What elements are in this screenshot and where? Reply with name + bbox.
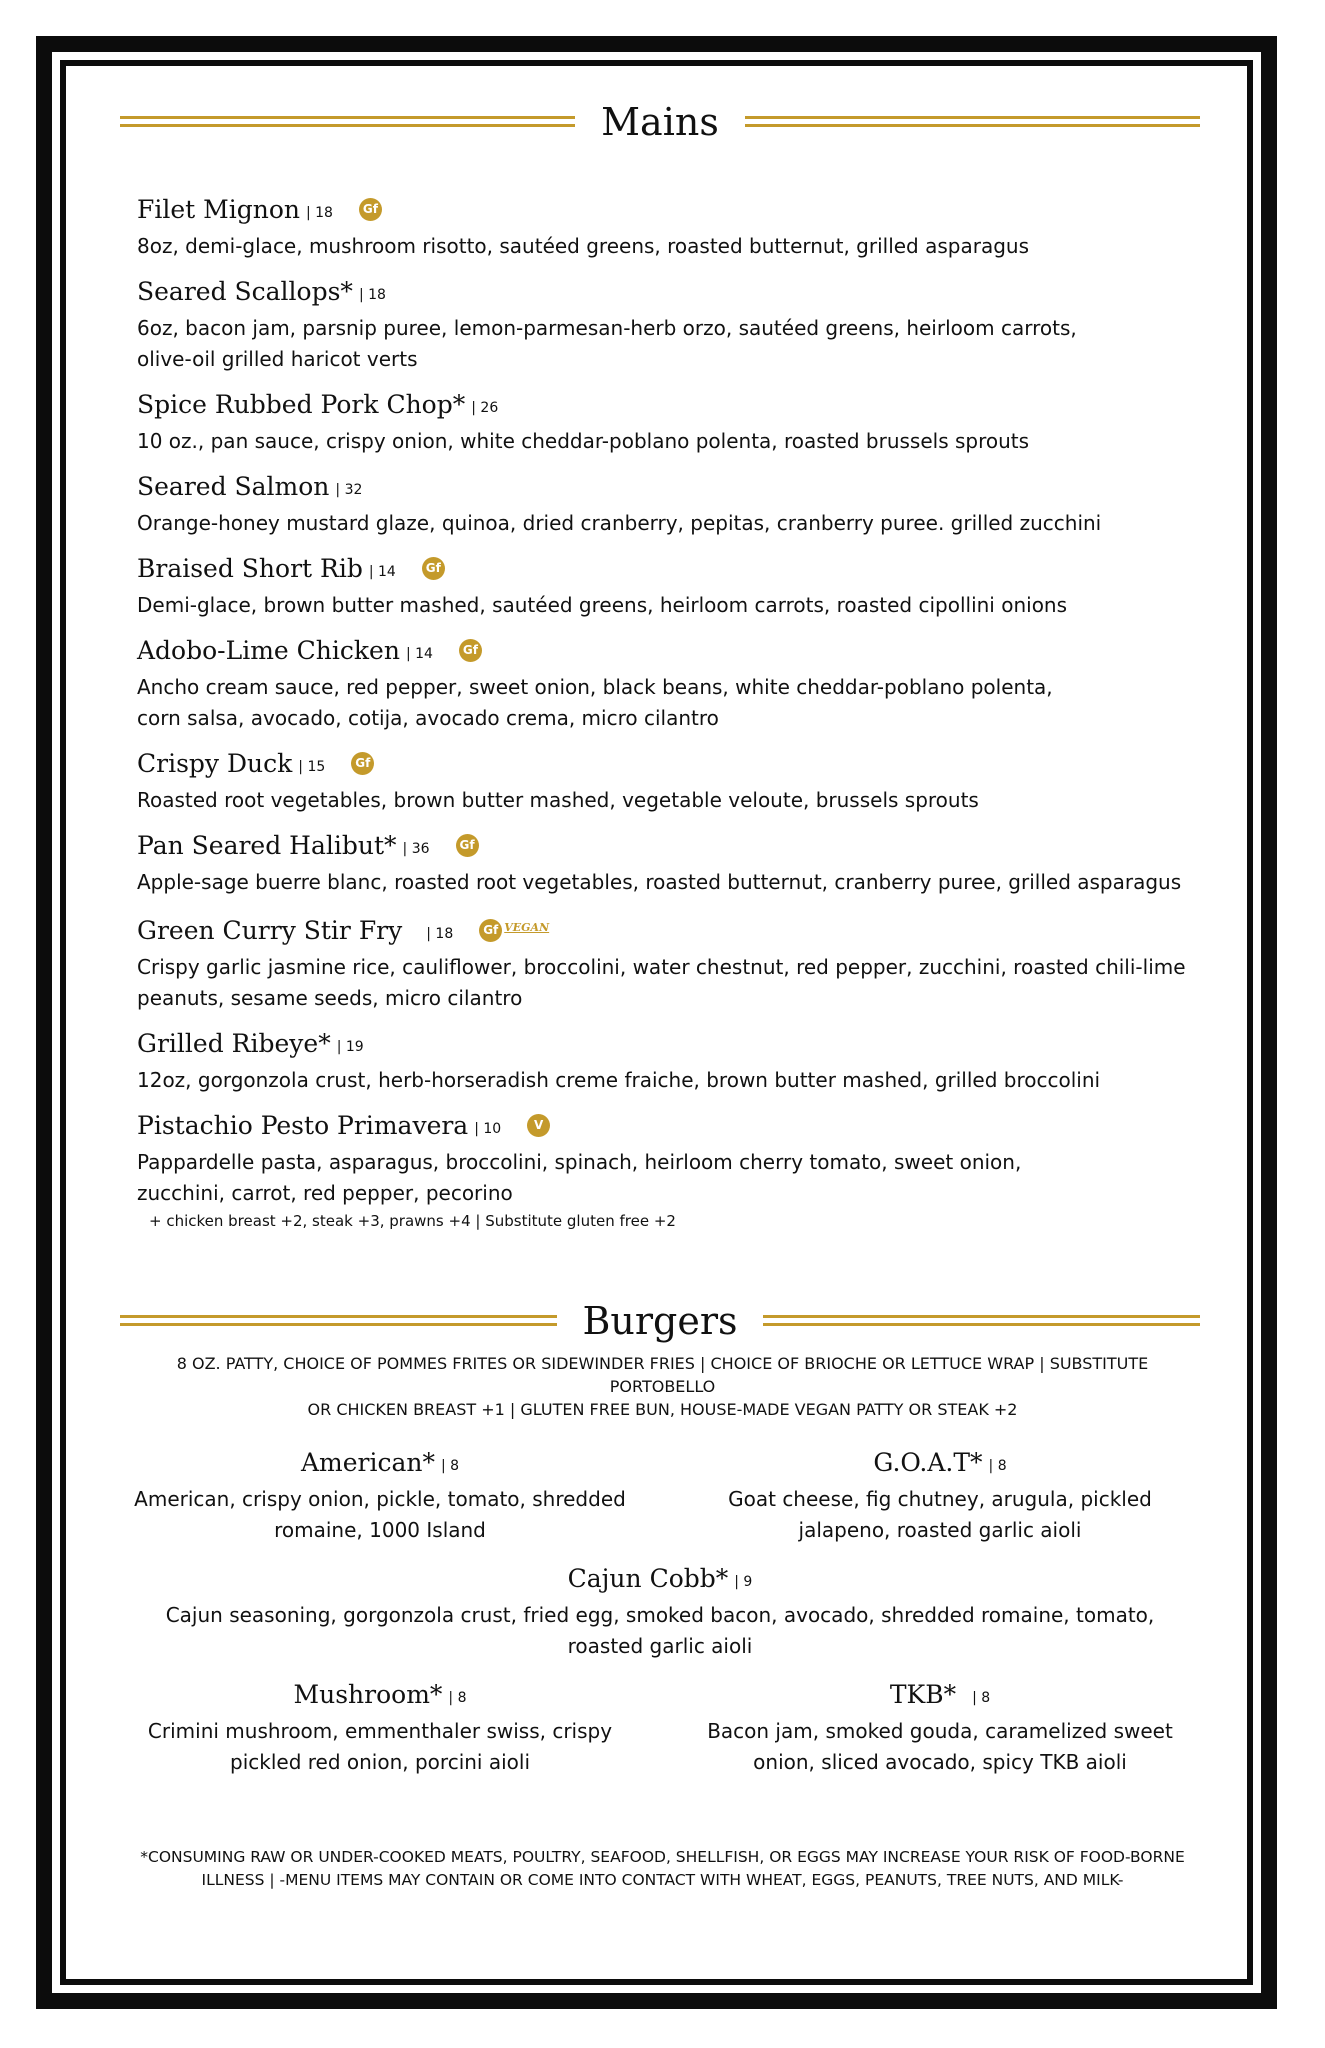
- item-name: American*: [300, 1448, 435, 1477]
- item-price: | 36: [402, 841, 430, 857]
- burger-item: [690, 1446, 1190, 1545]
- item-price: | 32: [335, 482, 363, 498]
- item-price: | 8: [448, 1690, 467, 1706]
- menu-item: [137, 1027, 1197, 1095]
- menu-item: [137, 470, 1197, 538]
- item-description: corn salsa, avocado, cotija, avocado crema, micro cilantro: [137, 706, 719, 730]
- item-add-ons: + chicken breast +2, steak +3, prawns +4 | Substitute gluten free +2: [149, 1212, 676, 1230]
- burgers-intro: [130, 1352, 1195, 1421]
- burgers-heading-block: [120, 1295, 1200, 1355]
- item-name: G.O.A.T*: [873, 1448, 983, 1477]
- disclaimer-line: *CONSUMING RAW OR UNDER-COOKED MEATS, POULTRY, SEAFOOD, SHELLFISH, OR EGGS MAY INCREASE YOUR RISK OF FOOD-BORNE: [140, 1848, 1185, 1866]
- gluten-free-icon: Gf: [359, 198, 382, 221]
- item-name: Seared Salmon: [137, 472, 330, 501]
- item-name: Seared Scallops*: [137, 277, 353, 306]
- burgers-intro-line: 8 OZ. PATTY, CHOICE OF POMMES FRITES OR SIDEWINDER FRIES | CHOICE OF BRIOCHE OR LETTUCE WRAP | SUBSTITUTE PORTOBELLO: [176, 1354, 1149, 1396]
- item-description: 6oz, bacon jam, parsnip puree, lemon-parmesan-herb orzo, sautéed greens, heirloom carrots,: [137, 316, 1077, 340]
- item-name: Pan Seared Halibut*: [137, 831, 397, 860]
- gluten-free-icon: Gf: [351, 752, 374, 775]
- item-description: American, crispy onion, pickle, tomato, shredded: [134, 1487, 626, 1511]
- item-name: Spice Rubbed Pork Chop*: [137, 390, 466, 419]
- item-description: onion, sliced avocado, spicy TKB aioli: [753, 1750, 1127, 1774]
- item-price: | 15: [298, 759, 326, 775]
- item-description: olive-oil grilled haricot verts: [137, 347, 418, 371]
- item-description: Crispy garlic jasmine rice, cauliflower, broccolini, water chestnut, red pepper, zucchini, roasted chili-lime: [137, 955, 1186, 979]
- allergy-disclaimer: [130, 1846, 1195, 1892]
- item-description: Pappardelle pasta, asparagus, broccolini, spinach, heirloom cherry tomato, sweet onion,: [137, 1150, 1022, 1174]
- item-description: Roasted root vegetables, brown butter mashed, vegetable veloute, brussels sprouts: [137, 788, 979, 812]
- item-price: | 9: [734, 1574, 753, 1590]
- item-description: Cajun seasoning, gorgonzola crust, fried egg, smoked bacon, avocado, shredded romaine, tomato,: [165, 1603, 1155, 1627]
- item-name: Mushroom*: [293, 1680, 443, 1709]
- item-name: TKB*: [889, 1680, 957, 1709]
- item-description: jalapeno, roasted garlic aioli: [798, 1518, 1082, 1542]
- item-description: romaine, 1000 Island: [274, 1518, 486, 1542]
- item-description: Demi-glace, brown butter mashed, sautéed greens, heirloom carrots, roasted cipollini onions: [137, 593, 1068, 617]
- menu-item: [137, 388, 1197, 456]
- item-price: | 18: [358, 287, 386, 303]
- menu-item: [137, 275, 1197, 374]
- burger-item: [120, 1446, 640, 1545]
- item-name: Braised Short Rib: [137, 554, 363, 583]
- item-description: zucchini, carrot, red pepper, pecorino: [137, 1181, 513, 1205]
- item-name: Green Curry Stir Fry: [137, 916, 403, 945]
- heading-rule-right: [745, 116, 1200, 128]
- item-price: | 19: [336, 1039, 364, 1055]
- item-description: Crimini mushroom, emmenthaler swiss, crispy: [147, 1719, 613, 1743]
- vegan-icon: VEGAN: [504, 921, 550, 934]
- item-description: Orange-honey mustard glaze, quinoa, dried cranberry, pepitas, cranberry puree. grilled zucchini: [137, 511, 1102, 535]
- menu-item: [137, 1109, 1197, 1232]
- item-description: Goat cheese, fig chutney, arugula, pickled: [728, 1487, 1152, 1511]
- item-price: | 18: [305, 205, 333, 221]
- item-name: Cajun Cobb*: [567, 1564, 729, 1593]
- menu-item: [137, 911, 1197, 1013]
- menu-item: [137, 747, 1197, 815]
- item-description: peanuts, sesame seeds, micro cilantro: [137, 986, 523, 1010]
- vegetarian-icon: V: [527, 1114, 550, 1137]
- item-price: | 18: [426, 926, 454, 942]
- mains-list: [137, 193, 1197, 1246]
- menu-item: [137, 552, 1197, 620]
- mains-heading-block: [120, 96, 1200, 156]
- burgers-heading: Burgers: [582, 1299, 738, 1343]
- gluten-free-icon: Gf: [459, 639, 482, 662]
- gluten-free-icon: Gf: [422, 557, 445, 580]
- item-name: Pistachio Pesto Primavera: [137, 1111, 469, 1140]
- item-description: roasted garlic aioli: [567, 1634, 753, 1658]
- item-name: Crispy Duck: [137, 749, 293, 778]
- item-price: | 10: [474, 1121, 502, 1137]
- item-name: Grilled Ribeye*: [137, 1029, 331, 1058]
- item-price: | 14: [405, 646, 433, 662]
- gluten-free-icon: Gf: [479, 919, 502, 942]
- menu-item: [137, 634, 1197, 733]
- heading-rule-right: [763, 1315, 1200, 1327]
- gluten-free-icon: Gf: [456, 834, 479, 857]
- item-description: Bacon jam, smoked gouda, caramelized sweet: [707, 1719, 1173, 1743]
- item-name: Adobo-Lime Chicken: [137, 636, 400, 665]
- item-description: 10 oz., pan sauce, crispy onion, white cheddar-poblano polenta, roasted brussels sprouts: [137, 429, 1030, 453]
- item-price: | 8: [972, 1690, 991, 1706]
- mains-heading: Mains: [601, 100, 719, 144]
- burger-item: [690, 1678, 1190, 1777]
- burger-item: [110, 1562, 1210, 1661]
- item-description: 12oz, gorgonzola crust, herb-horseradish creme fraiche, brown butter mashed, grilled broccolini: [137, 1068, 1101, 1092]
- item-name: Filet Mignon: [137, 195, 300, 224]
- item-description: pickled red onion, porcini aioli: [230, 1750, 530, 1774]
- item-description: Apple-sage buerre blanc, roasted root vegetables, roasted butternut, cranberry puree, grilled asparagus: [137, 870, 1182, 894]
- item-description: Ancho cream sauce, red pepper, sweet onion, black beans, white cheddar-poblano polenta,: [137, 675, 1053, 699]
- disclaimer-line: ILLNESS | -MENU ITEMS MAY CONTAIN OR COME INTO CONTACT WITH WHEAT, EGGS, PEANUTS, TREE NUTS, AND MILK-: [201, 1871, 1124, 1889]
- item-description: 8oz, demi-glace, mushroom risotto, sautéed greens, roasted butternut, grilled asparagus: [137, 234, 1030, 258]
- item-price: | 14: [368, 564, 396, 580]
- item-price: | 26: [471, 400, 499, 416]
- item-price: | 8: [988, 1458, 1007, 1474]
- burger-item: [120, 1678, 640, 1777]
- burgers-intro-line: OR CHICKEN BREAST +1 | GLUTEN FREE BUN, HOUSE-MADE VEGAN PATTY OR STEAK +2: [307, 1400, 1018, 1419]
- menu-item: [137, 193, 1197, 261]
- item-price: | 8: [440, 1458, 460, 1474]
- menu-item: [137, 829, 1197, 897]
